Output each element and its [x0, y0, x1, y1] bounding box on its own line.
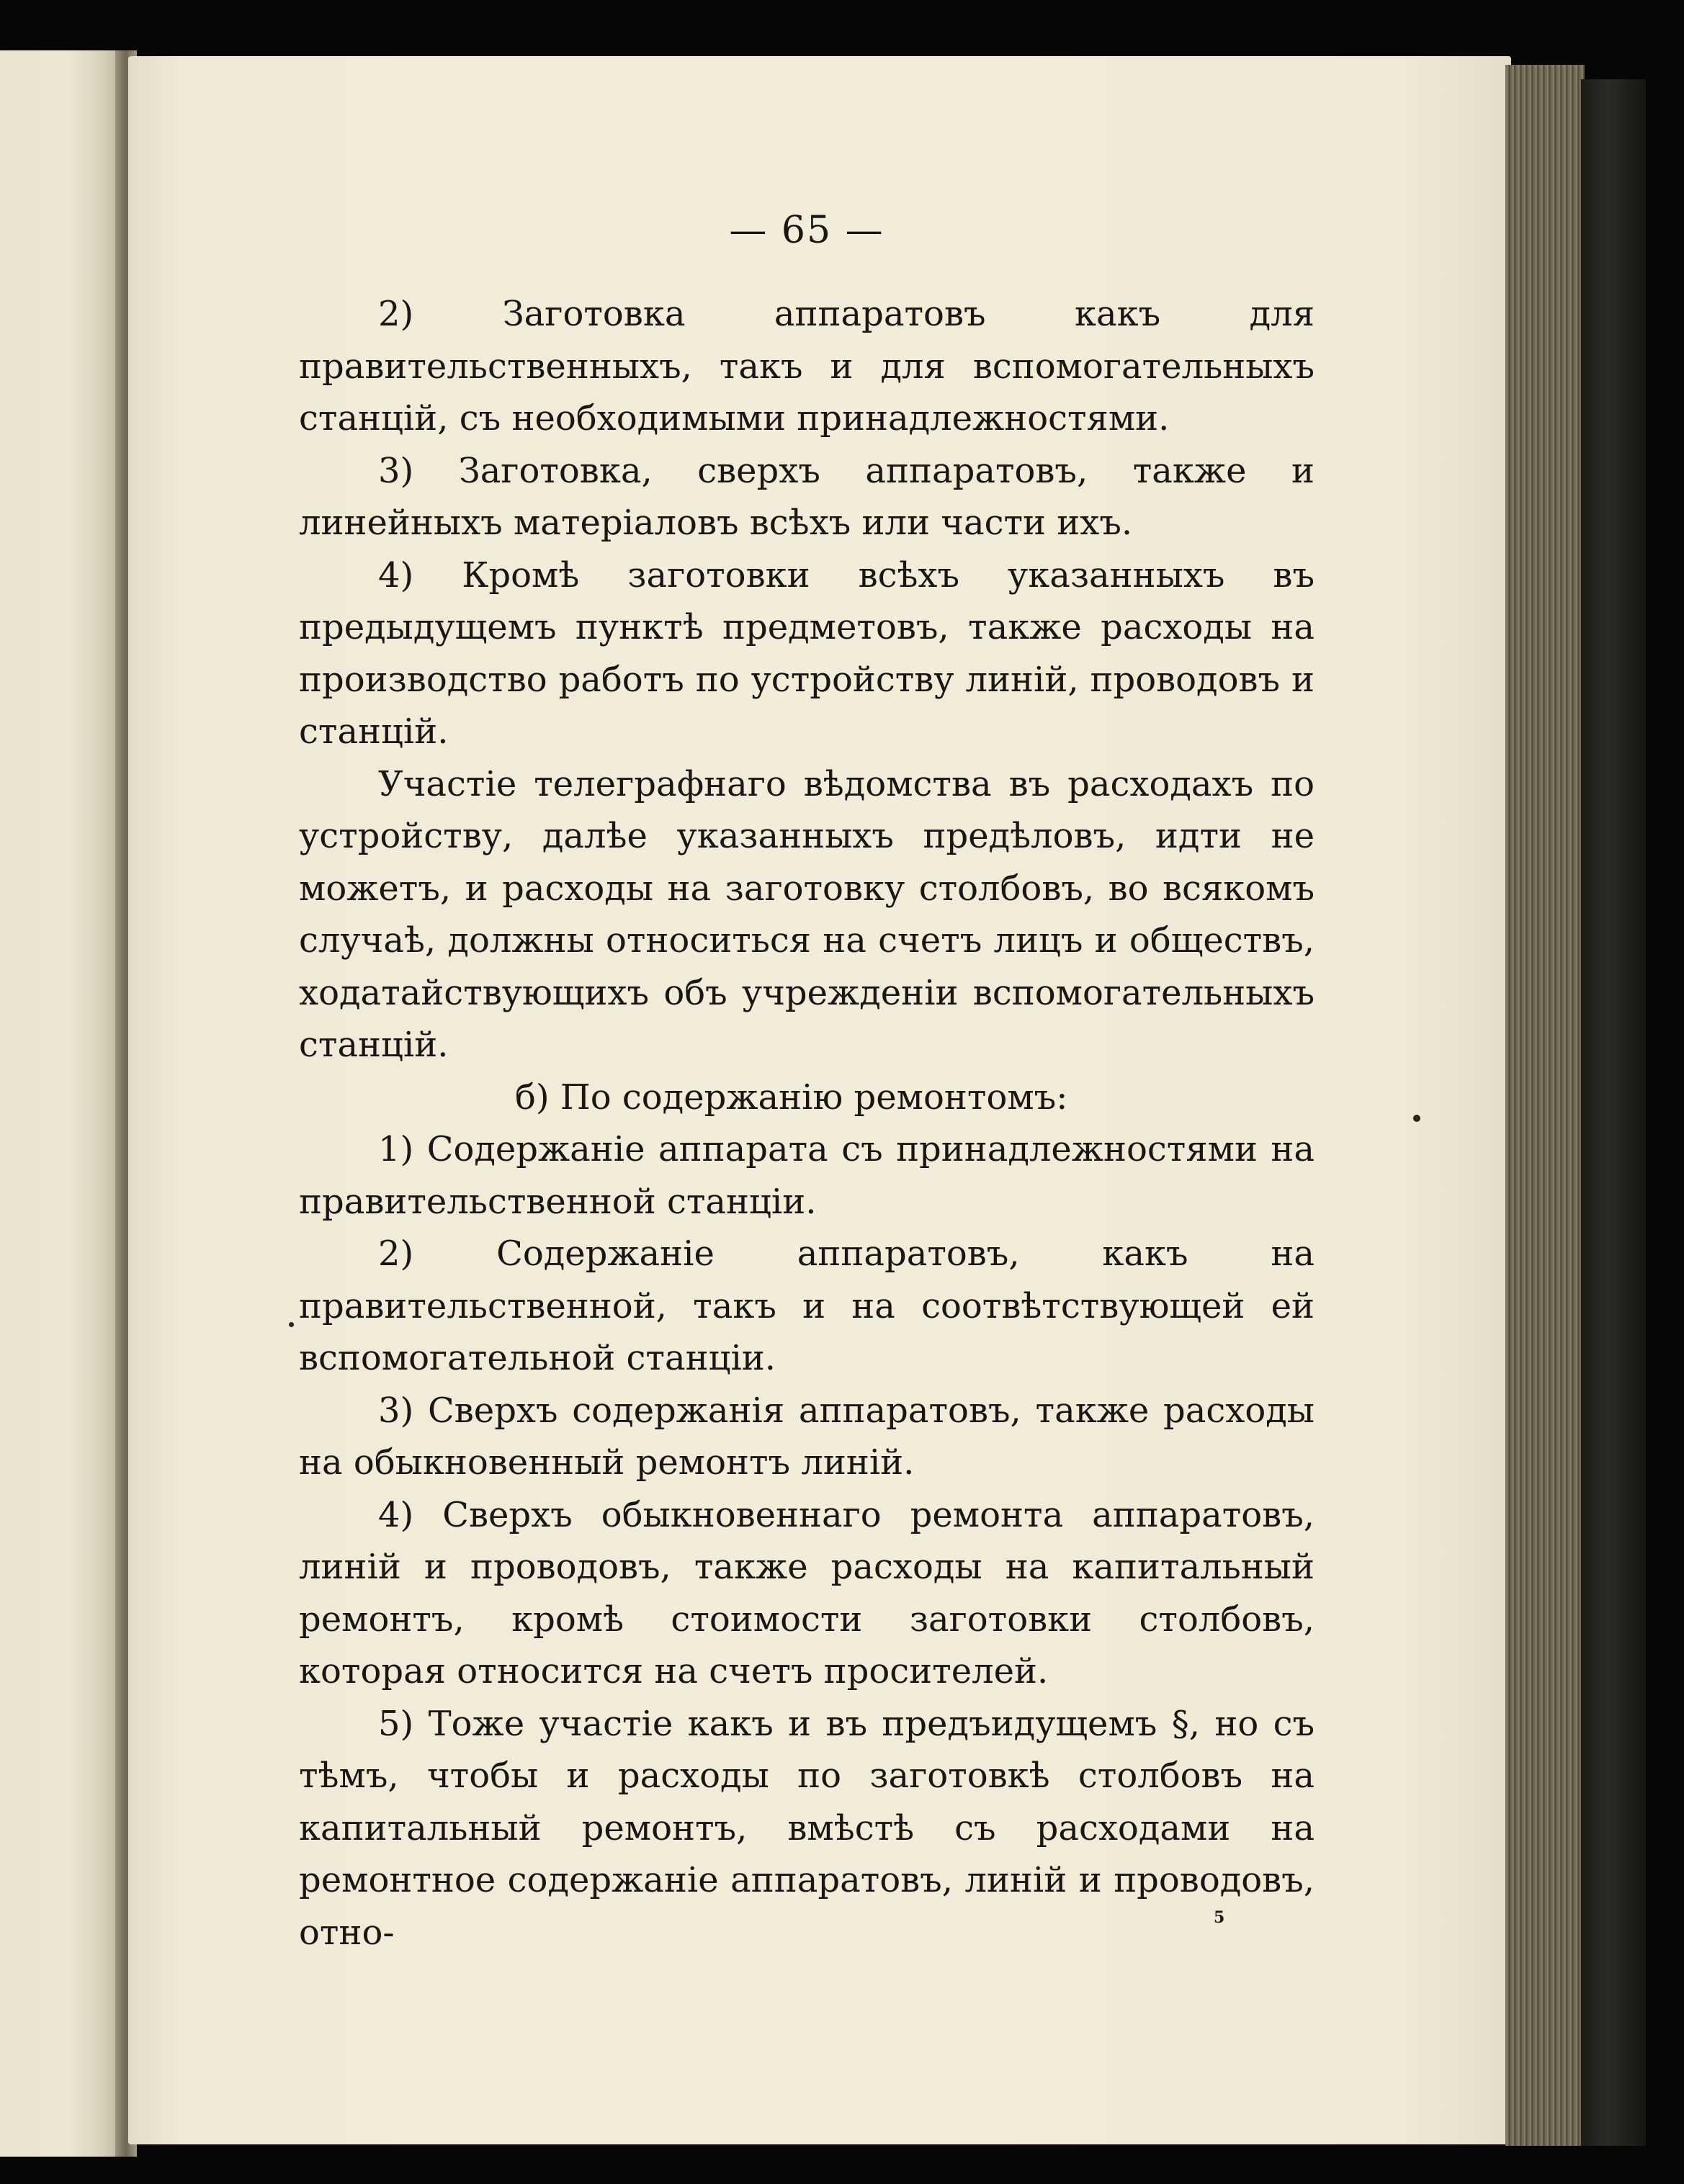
signature-mark: 5	[1214, 1908, 1225, 1927]
ink-speck	[1413, 1115, 1420, 1122]
paragraph: 2) Содержаніе аппаратовъ, какъ на правительственной, такъ и на соотвѣтствующей ей вспомогательной станціи.	[299, 1233, 1314, 1378]
paragraph: 2) Заготовка аппаратовъ какъ для правительственныхъ, такъ и для вспомогательныхъ станцій, съ необходимыми принадлежностями.	[299, 294, 1314, 439]
paragraph: 3) Заготовка, сверхъ аппаратовъ, также и линейныхъ матеріаловъ всѣхъ или части ихъ.	[299, 450, 1314, 543]
page-number: — 65 —	[729, 209, 884, 252]
paragraph: Участіе телеграфнаго вѣдомства въ расходахъ по устройству, далѣе указанныхъ предѣловъ, идти не можетъ, и расходы на заготовку столбовъ, во всякомъ случаѣ, должны относиться на счетъ лицъ и обществъ, ходатайствующихъ объ учрежденіи вспомогательныхъ станцій.	[299, 763, 1314, 1065]
paragraph: 4) Кромѣ заготовки всѣхъ указанныхъ въ предыдущемъ пунктѣ предметовъ, также расходы на производство работъ по устройству линій, проводовъ и станцій.	[299, 554, 1314, 752]
book-cover-edge	[1581, 79, 1646, 2146]
paragraph: 4) Сверхъ обыкновеннаго ремонта аппаратовъ, линій и проводовъ, также расходы на капитальный ремонтъ, кромѣ стоимости заготовки столбовъ, которая относится на счетъ просителей.	[299, 1494, 1314, 1691]
ink-speck	[289, 1322, 294, 1327]
page-text	[299, 187, 1314, 1959]
paragraph: 1) Содержаніе аппарата съ принадлежностями на правительственной станціи.	[299, 1129, 1314, 1222]
paragraph: 5) Тоже участіе какъ и въ предъидущемъ §, но съ тѣмъ, чтобы и расходы по заготовкѣ столбовъ на капитальный ремонтъ, вмѣстѣ съ расходами на ремонтное содержаніе аппаратовъ, линій и проводовъ, отно-	[299, 1703, 1314, 1953]
page-block-edges	[1505, 65, 1585, 2146]
section-subheading: б) По содержанію ремонтомъ:	[515, 1077, 1068, 1118]
left-page-edge	[0, 50, 126, 2157]
paragraph: 3) Сверхъ содержанія аппаратовъ, также расходы на обыкновенный ремонтъ линій.	[299, 1390, 1314, 1483]
